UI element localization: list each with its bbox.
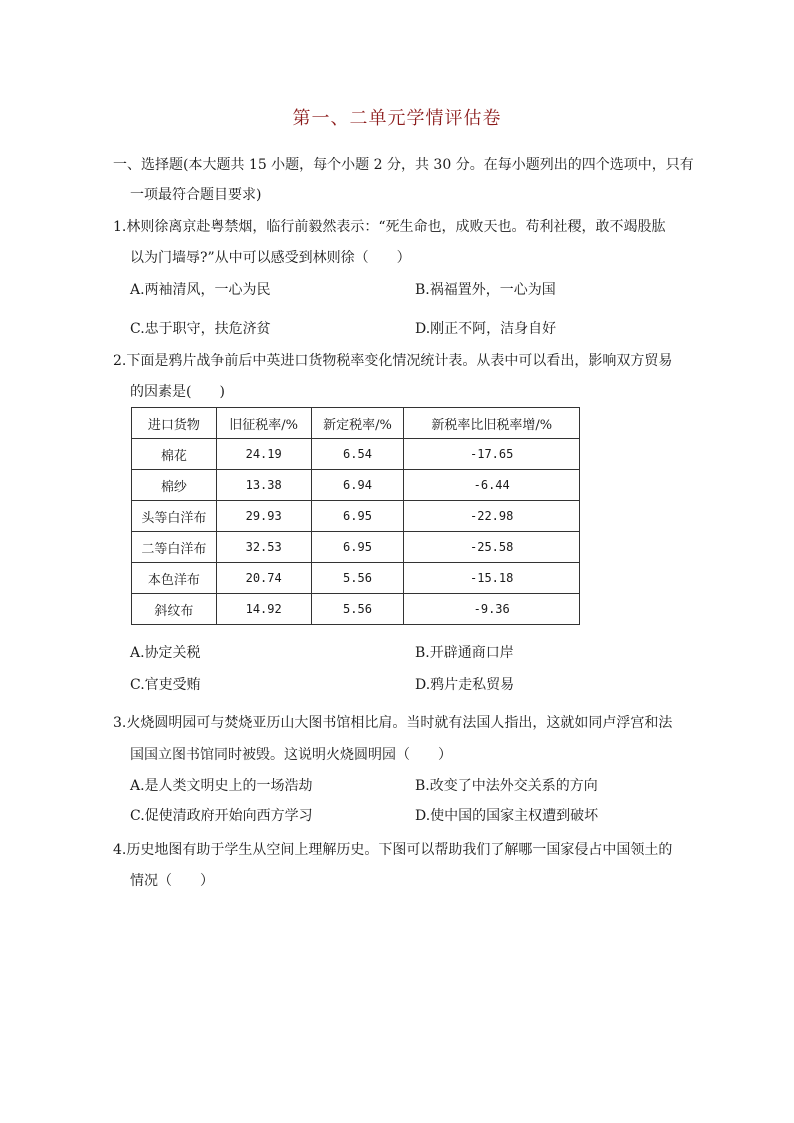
table-cell: -6.44 — [404, 470, 580, 501]
table-cell: 13.38 — [216, 470, 311, 501]
table-header: 进口货物 — [132, 408, 217, 439]
table-row — [132, 470, 580, 501]
table-cell: 32.53 — [216, 532, 311, 563]
question-2-option-c[interactable]: C.官吏受贿 — [130, 677, 201, 693]
tax-rate-table — [131, 407, 580, 625]
question-1-option-d[interactable]: D.刚正不阿，洁身自好 — [415, 321, 557, 337]
question-1-stem-cont: 以为门墙辱?”从中可以感受到林则徐（ ） — [130, 250, 411, 266]
section-heading: 一、选择题(本大题共 15 小题，每个小题 2 分，共 30 分。在每小题列出的四个选项中，只有 — [113, 157, 694, 173]
question-4-stem: 4.历史地图有助于学生从空间上理解历史。下图可以帮助我们了解哪一国家侵占中国领土的 — [113, 842, 673, 858]
question-1-option-a[interactable]: A.两袖清风，一心为民 — [130, 282, 271, 298]
table-header: 新定税率/% — [311, 408, 404, 439]
question-2-stem: 2.下面是鸦片战争前后中英进口货物税率变化情况统计表。从表中可以看出，影响双方贸易 — [113, 353, 673, 369]
table-cell: -9.36 — [404, 594, 580, 625]
table-cell: 斜纹布 — [132, 594, 217, 625]
table-cell: 20.74 — [216, 563, 311, 594]
question-1-option-c[interactable]: C.忠于职守，扶危济贫 — [130, 321, 271, 337]
table-cell: 二等白洋布 — [132, 532, 217, 563]
table-cell: -17.65 — [404, 439, 580, 470]
table-cell: 头等白洋布 — [132, 501, 217, 532]
table-row — [132, 594, 580, 625]
table-header: 旧征税率/% — [216, 408, 311, 439]
table-cell: 6.95 — [311, 532, 404, 563]
table-cell: 6.54 — [311, 439, 404, 470]
table-cell: 24.19 — [216, 439, 311, 470]
question-2-option-b[interactable]: B.开辟通商口岸 — [415, 645, 514, 661]
table-row — [132, 532, 580, 563]
table-cell: 5.56 — [311, 563, 404, 594]
table-row — [132, 439, 580, 470]
question-1-stem: 1.林则徐离京赴粤禁烟，临行前毅然表示：“死生命也，成败天也。苟利社稷，敢不竭股肱 — [113, 219, 666, 235]
table-cell: 棉花 — [132, 439, 217, 470]
table-cell: 5.56 — [311, 594, 404, 625]
table-row — [132, 563, 580, 594]
table-cell: 29.93 — [216, 501, 311, 532]
question-2-stem-cont: 的因素是( ) — [130, 384, 225, 400]
question-3-option-d[interactable]: D.使中国的国家主权遭到破坏 — [415, 808, 599, 824]
table-cell: 6.95 — [311, 501, 404, 532]
table-cell: -15.18 — [404, 563, 580, 594]
question-4-stem-cont: 情况（ ） — [130, 873, 214, 889]
page-title: 第一、二单元学情评估卷 — [292, 108, 502, 129]
table-row — [132, 501, 580, 532]
question-3-stem-cont: 国国立图书馆同时被毁。这说明火烧圆明园（ ） — [130, 747, 452, 763]
question-1-option-b[interactable]: B.祸福置外，一心为国 — [415, 282, 556, 298]
question-3-option-c[interactable]: C.促使清政府开始向西方学习 — [130, 808, 313, 824]
table-cell: -22.98 — [404, 501, 580, 532]
question-2-option-a[interactable]: A.协定关税 — [130, 645, 201, 661]
table-header-row — [132, 408, 580, 439]
table-cell: -25.58 — [404, 532, 580, 563]
table-cell: 6.94 — [311, 470, 404, 501]
question-3-stem: 3.火烧圆明园可与焚烧亚历山大图书馆相比肩。当时就有法国人指出，这就如同卢浮宫和法 — [113, 715, 673, 731]
section-heading-cont: 一项最符合题目要求) — [130, 187, 262, 203]
table-cell: 本色洋布 — [132, 563, 217, 594]
table-cell: 棉纱 — [132, 470, 217, 501]
question-2-option-d[interactable]: D.鸦片走私贸易 — [415, 677, 515, 693]
table-header: 新税率比旧税率增/% — [404, 408, 580, 439]
question-3-option-b[interactable]: B.改变了中法外交关系的方向 — [415, 778, 598, 794]
table-cell: 14.92 — [216, 594, 311, 625]
question-3-option-a[interactable]: A.是人类文明史上的一场浩劫 — [130, 778, 313, 794]
